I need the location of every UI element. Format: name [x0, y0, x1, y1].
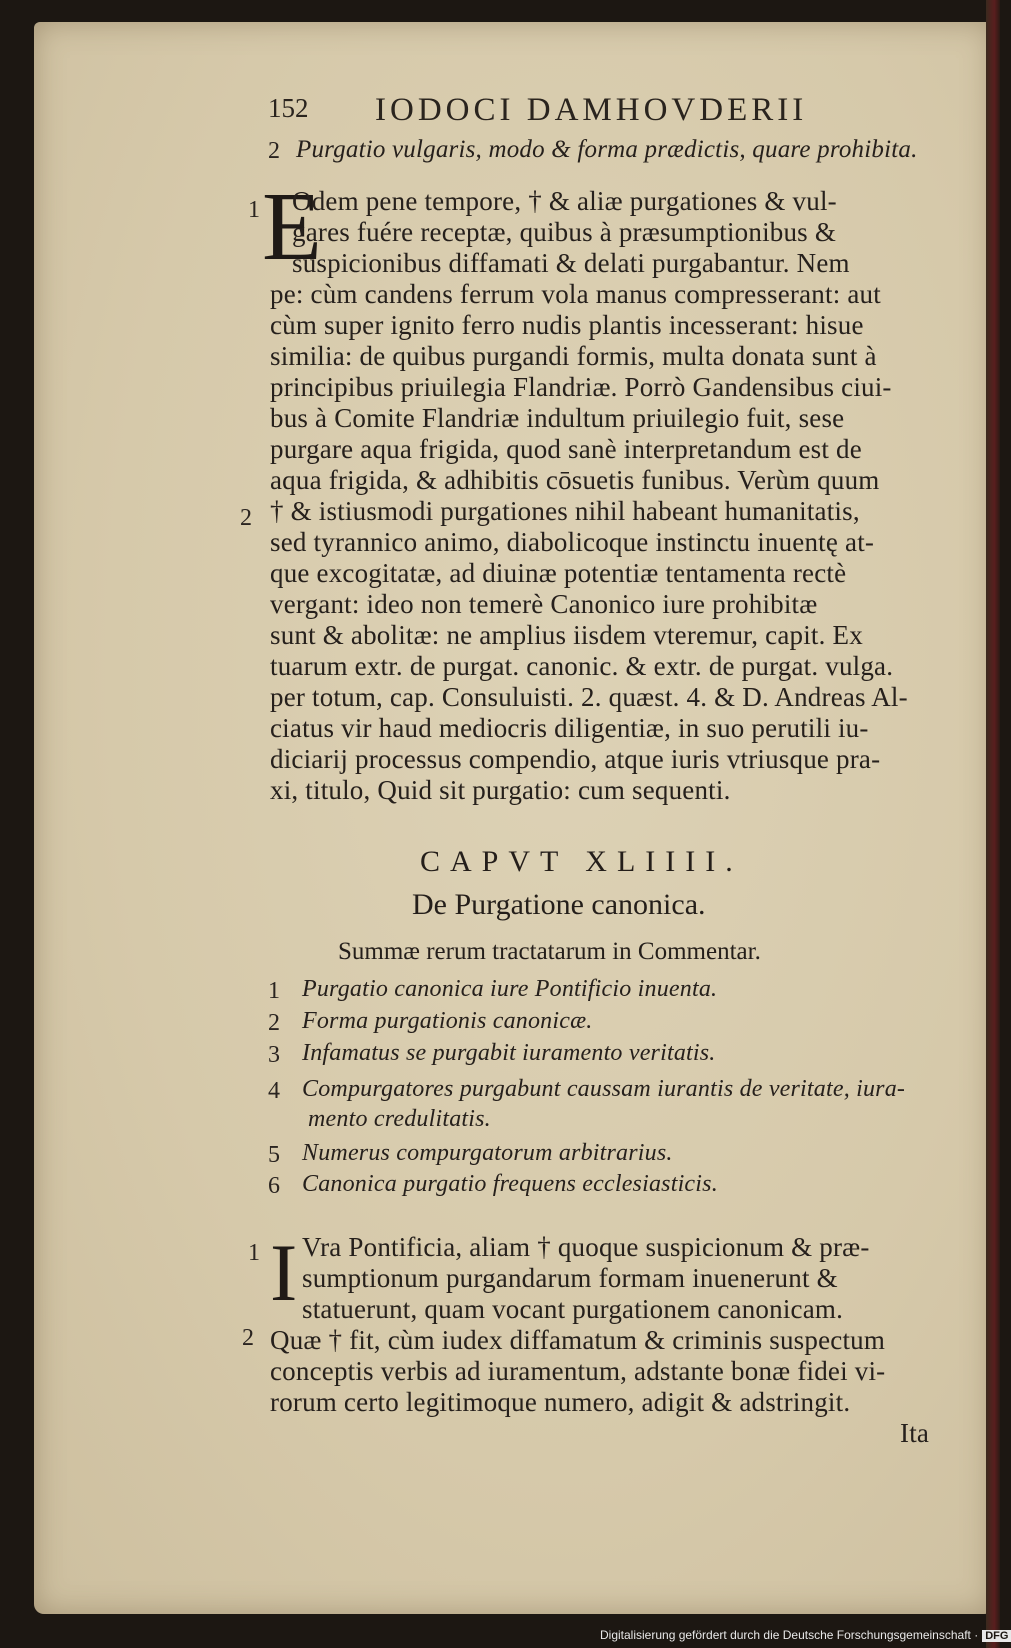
- paragraph-1-line: suspicionibus diffamati & delati purgabantur. Nem: [292, 248, 850, 278]
- paragraph-1-line: pe: cùm candens ferrum vola manus compresserant: aut: [270, 279, 881, 309]
- paragraph-1-line: xi, titulo, Quid sit purgatio: cum sequenti.: [270, 775, 731, 805]
- paragraph-1-line: sunt & abolitæ: ne amplius iisdem vteremur, capit. Ex: [270, 620, 863, 650]
- drop-cap: E: [262, 173, 322, 281]
- digitization-credit: [600, 1628, 1011, 1642]
- drop-cap-2: I: [270, 1227, 298, 1318]
- summary-item-number: 4: [268, 1078, 280, 1104]
- paragraph-2-line: Vra Pontificia, aliam † quoque suspicionum & præ-: [302, 1232, 870, 1262]
- summary-item: Numerus compurgatorum arbitrarius.: [302, 1140, 673, 1166]
- margin-note-1: 1: [248, 197, 260, 223]
- summary-item-number: 1: [268, 978, 280, 1004]
- running-title: IODOCI DAMHOVDERII: [375, 92, 808, 128]
- margin-note-3: 1: [248, 1240, 260, 1266]
- summary-item: Canonica purgatio frequens ecclesiasticis.: [302, 1171, 718, 1197]
- paragraph-1-line: bus à Comite Flandriæ indultum priuilegio fuit, sese: [270, 403, 845, 433]
- catchword: Ita: [900, 1418, 930, 1448]
- paragraph-1-line: aqua frigida, & adhibitis cōsuetis funibus. Verùm quum: [270, 465, 880, 495]
- section-heading: Purgatio vulgaris, modo & forma prædictis, quare prohibita.: [296, 136, 918, 163]
- summary-item-number: 6: [268, 1173, 280, 1199]
- paragraph-1-line: sed tyrannico animo, diabolicoque instinctu inuentę at-: [270, 527, 875, 557]
- paragraph-1-line: vergant: ideo non temerè Canonico iure prohibitæ: [270, 589, 818, 619]
- paragraph-1-line: Odem pene tempore, † & aliæ purgationes & vul-: [292, 186, 837, 216]
- page-number: 152: [268, 93, 309, 123]
- summary-item: Purgatio canonica iure Pontificio inuenta.: [302, 976, 718, 1002]
- dfg-logo: DFG: [982, 1630, 1011, 1642]
- paragraph-1-line: cùm super ignito ferro nudis plantis incesserant: hisue: [270, 310, 864, 340]
- section-number: 2: [268, 138, 280, 164]
- paragraph-2-line: rorum certo legitimoque numero, adigit & adstringit.: [270, 1387, 851, 1417]
- paragraph-1-line: ciatus vir haud mediocris diligentiæ, in suo perutili iu-: [270, 713, 869, 743]
- margin-note-4: 2: [242, 1325, 254, 1351]
- summary-item: Infamatus se purgabit iuramento veritatis.: [302, 1040, 716, 1066]
- summary-item: Compurgatores purgabunt caussam iurantis de veritate, iura-: [302, 1076, 906, 1102]
- paragraph-2-line: sumptionum purgandarum formam inuenerunt &: [302, 1263, 838, 1293]
- paragraph-1-line: diciarij processus compendio, atque iuris vtriusque pra-: [270, 744, 881, 774]
- summary-item-number: 2: [268, 1010, 280, 1036]
- paragraph-1-line: gares fuére receptæ, quibus à præsumptionibus &: [292, 217, 837, 247]
- summary-item-number: 3: [268, 1042, 280, 1068]
- credit-text: Digitalisierung gefördert durch die Deutsche Forschungsgemeinschaft ·: [600, 1628, 979, 1642]
- paragraph-1-line: tuarum extr. de purgat. canonic. & extr. de purgat. vulga.: [270, 651, 894, 681]
- paragraph-1-line: † & istiusmodi purgationes nihil habeant humanitatis,: [270, 496, 860, 526]
- chapter-subtitle: De Purgatione canonica.: [412, 888, 706, 921]
- paragraph-2-line: statuerunt, quam vocant purgationem canonicam.: [302, 1294, 844, 1324]
- chapter-title: CAPVT XLIIII.: [420, 845, 743, 878]
- paragraph-1-line: similia: de quibus purgandi formis, multa donata sunt à: [270, 341, 877, 371]
- paragraph-2-line: Quæ † fit, cùm iudex diffamatum & criminis suspectum: [270, 1325, 886, 1355]
- summary-item: mento credulitatis.: [308, 1106, 491, 1132]
- book-spine: [986, 0, 1000, 1648]
- paragraph-2-line: conceptis verbis ad iuramentum, adstante bonæ fidei vi-: [270, 1356, 886, 1386]
- paragraph-1-line: principibus priuilegia Flandriæ. Porrò Gandensibus ciui-: [270, 372, 892, 402]
- summary-item: Forma purgationis canonicæ.: [302, 1008, 593, 1034]
- summary-item-number: 5: [268, 1142, 280, 1168]
- paragraph-1-line: purgare aqua frigida, quod sanè interpretandum est de: [270, 434, 862, 464]
- paragraph-1-line: per totum, cap. Consuluisti. 2. quæst. 4. & D. Andreas Al-: [270, 682, 908, 712]
- summary-heading: Summæ rerum tractatarum in Commentar.: [338, 938, 761, 965]
- margin-note-2: 2: [240, 505, 252, 531]
- paragraph-1-line: que excogitatæ, ad diuinæ potentiæ tentamenta rectè: [270, 558, 847, 588]
